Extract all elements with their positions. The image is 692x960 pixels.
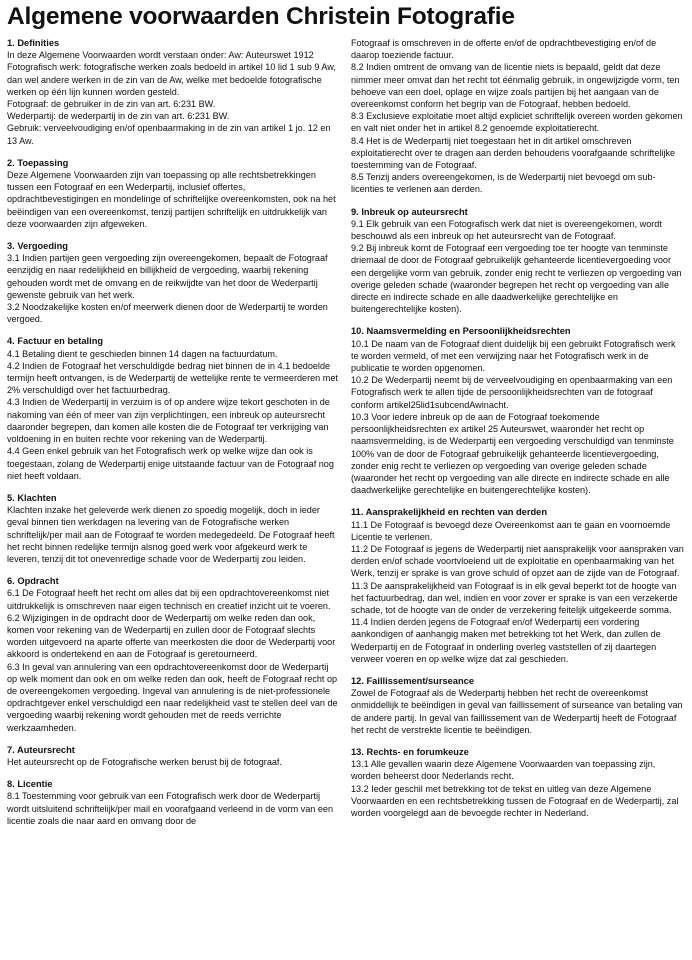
section-paragraph: 10.2 De Wederpartij neemt bij de verveelvoudiging en openbaarmaking van een Fotografisch werk te allen tijde de persoonlijkheidsrechten van de fotograaf conform artikel25lid1subcendAwinacht. (351, 375, 673, 410)
section-heading: 11. Aansprakelijkheid en rechten van derden (351, 507, 548, 518)
section-paragraph: 6.2 Wijzigingen in de opdracht door de Wederpartij om welke reden dan ook, komen voor rekening van de Wederpartij en zullen door de Fotograaf slechts worden uitgevoerd na aparte offerte van meerkosten die door de Wederpartij voor akkoord is ondertekend en aan de Fotograaf is geretourneerd. (7, 612, 336, 660)
section-paragraph: 8.1 Toestemming voor gebruik van een Fotografisch werk door de Wederpartij wordt uitsluitend schriftelijk/per mail en voorafgaand verleend in de vorm van een licentie zoals die naar aard en omvang door de (7, 791, 334, 826)
section-heading: 12. Faillissement/surseance (351, 675, 474, 686)
section-paragraph: Fotograaf: de gebruiker in de zin van art. 6:231 BW. (7, 99, 216, 110)
section-paragraph: 4.4 Geen enkel gebruik van het Fotografisch werk op welke wijze dan ook is toegestaan, zolang de Wederpartij enige uitstaande factuur van de Fotograaf nog niet heeft voldaan. (7, 446, 334, 481)
section-paragraph: 11.4 Indien derden jegens de Fotograaf en/of Wederpartij een vordering aankondigen of aanhangig maken met betrekking tot het Werk, dan zullen de Wederpartij en de Fotograaf in onderling overleg vaststellen of zij daartegen verweer voeren en op welke wijze dat zal geschieden. (351, 617, 661, 664)
section-heading: 8. Licentie (7, 779, 53, 790)
section-paragraph: 13.1 Alle gevallen waarin deze Algemene Voorwaarden van toepassing zijn, worden beheerst door Nederlands recht. (351, 759, 656, 782)
section-11-aansprakelijkheid-en-rechten-van-derden (351, 506, 684, 665)
section-continued (351, 37, 684, 196)
section-paragraph: Wederpartij: de wederpartij in de zin van art. 6:231 BW. (7, 111, 230, 122)
section-paragraph: 8.3 Exclusieve exploitatie moet altijd expliciet schriftelijk overeen worden gekomen en valt niet onder het in artikel 8.2 genoemde exploitatierecht. (351, 111, 683, 134)
page-title: Algemene voorwaarden Christein Fotografie (7, 3, 515, 30)
section-paragraph: 3.2 Noodzakelijke kosten en/of meerwerk dienen door de Wederpartij te worden vergoed. (7, 302, 328, 325)
section-paragraph: 4.2 Indien de Fotograaf het verschuldigde bedrag niet binnen de in 4.1 bedoelde (7, 360, 331, 371)
section-2-toepassing (7, 157, 338, 230)
section-heading: 4. Factuur en betaling (7, 336, 104, 347)
section-9-inbreuk-op-auteursrecht (351, 206, 684, 316)
section-paragraph: In deze Algemene Voorwaarden wordt verstaan onder: Aw: Auteurswet 1912 Fotografisch werk: fotografische werken zoals bedoeld in artikel 10 lid 1 sub 9 Aw, dan wel andere werken in de zin van de Aw, welke met bedoelde fotografische werken op één lijn kunnen worden gesteld. (7, 50, 336, 97)
section-paragraph: 3.1 Indien partijen geen vergoeding zijn overeengekomen, bepaalt de Fotograaf eenzijdig en naar redelijkheid en billijkheid de vergoeding, waarbij rekening gehouden wordt met de omvang en de reikwijdte van het door de Wederpartij gewenste gebruik van het werk. (7, 253, 328, 300)
section-12-faillissement-surseance (351, 675, 684, 736)
section-8-licentie (7, 778, 338, 827)
section-paragraph: 6.3 In geval van annulering van een opdrachtovereenkomst door de Wederpartij op welk moment dan ook en om welke reden dan ook, heeft de Fotograaf recht op de overeengekomen vergoeding. Ingeval van annulering is de niet-professionele opdrachtgever enkel verschuldigd een naar redelijkheid vast te stellen deel van de vergoeding waarbij rekening wordt gehouden met de reeds verrichte werkzaamheden. (7, 661, 338, 733)
section-3-vergoeding (7, 240, 338, 325)
section-paragraph: Zowel de Fotograaf als de Wederpartij hebben het recht de overeenkomst onmiddellijk te beëindigen in geval van faillissement of surseance van betaling van de andere partij. In geval van faillissement van de Wederpartij heeft de Fotograaf het recht de verstrekte licentie te beëindigen. (351, 688, 683, 735)
section-5-klachten (7, 492, 338, 565)
section-paragraph: 9.2 Bij inbreuk komt de Fotograaf een vergoeding toe ter hoogte van tenminste driemaal de door de Fotograaf gebruikelijk gehanteerde licentievergoeding voor een dergelijke vorm van gebruik, zonder enig recht te verliezen op vergoeding van overige geleden schade (waaronder begrepen het recht op vergoeding van alle directe en indirecte schade en alle daadwerkelijke gerechtelijke en buitengerechtelijke kosten). (351, 243, 682, 315)
section-paragraph: 8.2 Indien omtrent de omvang van de licentie niets is bepaald, geldt dat deze nimmer meer omvat dan het recht tot éénmalig gebruik, in ongewijzigde vorm, ten (351, 62, 680, 85)
section-paragraph: Klachten inzake het geleverde werk dienen zo spoedig mogelijk, doch in ieder geval binnen tien werkdagen na levering van de Fotografische werken schriftelijk/per mail aan de Fotograaf te worden medegedeeld. De Fotograaf heeft het recht binnen redelijke termijn alsnog goed werk voor afgekeurd werk te leveren, tenzij dit tot onevenredige schade voor de Wederpartij zou leiden. (7, 505, 335, 564)
section-paragraph: Het auteursrecht op de Fotografische werken berust bij de fotograaf. (7, 756, 282, 767)
section-paragraph: 10.3 Voor iedere inbreuk op de aan de Fotograaf toekomende persoonlijkheidsrechten ex artikel 25 Auteurswet, waaronder het recht op naamsvermelding, is de Wederpartij een vergoeding verschuldigd van tenminste 100% van de door de Fotograaf gebruikelijk gehanteerde licentievergoeding, zonder enig recht te verliezen op vergoeding van overige geleden schade (waaronder het recht op vergoeding van alle directe en indirecte schade en alle daadwerkelijke gerechtelijke en buitengerechtelijke kosten). (351, 411, 674, 496)
section-paragraph: 11.1 De Fotograaf is bevoegd deze Overeenkomst aan te gaan en voornoemde Licentie te verlenen. (351, 519, 671, 542)
section-heading: 13. Rechts- en forumkeuze (351, 746, 469, 757)
section-heading: 2. Toepassing (7, 157, 69, 168)
section-paragraph: behoeve van een doel, oplage en wijze zoals partijen bij het aangaan van de overeenkomst conform het begrip van de Fotograaf, hebben bedoeld. (351, 86, 659, 110)
section-paragraph: 10.1 De naam van de Fotograaf dient duidelijk bij een gebruikt Fotografisch werk te worden vermeld, of met een verwijzing naar het Fotografisch werk in de publicatie te worden opgenomen. (351, 338, 676, 374)
section-paragraph: 9.1 Elk gebruik van een Fotografisch werk dat niet is overeengekomen, wordt beschouwd als een inbreuk op het auteursrecht van de Fotograaf. (351, 218, 662, 242)
section-paragraph: 8.4 Het is de Wederpartij niet toegestaan het in dit artikel omschreven exploitatierecht over te dragen aan derden behoudens voorafgaande schriftelijke toestemming van de Fotograaf. (351, 135, 676, 171)
section-paragraph: Deze Algemene Voorwaarden zijn van toepassing op alle rechtsbetrekkingen tussen een Fotograaf en een Wederpartij, inclusief offertes, opdrachtbevestigingen en mondelinge of schriftelijke overeenkomsten, ook na het beëindigen van een overeenkomst, tenzij partijen schriftelijk en uitdrukkelijk van deze voorwaarden zijn afgeweken. (7, 170, 336, 229)
section-paragraph: 4.3 Indien de Wederpartij in verzuim is of op andere wijze tekort geschoten in de nakoming van één of meer van zijn verplichtingen, een inbreuk op auteursrecht daaronder begrepen, dan komen alle kosten die de Fotograaf ter verkrijging van voldoening in en buiten rechte voor rekening van de Wederpartij. (7, 397, 330, 445)
section-paragraph: 8.5 Tenzij anders overeengekomen, is de Wederpartij niet bevoegd om sub-licenties te verlenen aan derden. (351, 172, 656, 195)
section-heading: 1. Definities (7, 38, 60, 48)
section-7-auteursrecht (7, 744, 338, 768)
section-6-opdracht (7, 575, 338, 734)
section-paragraph: 11.3 De aansprakelijkheid van Fotograaf is in elk geval beperkt tot de hoogte van het factuurbedrag, dan wel, indien en voor zover er sprake is van een verzekerde schade, tot de hoogte van de onder de verzekering feitelijk uitgekeerde somma. (351, 580, 678, 615)
section-heading: 6. Opdracht (7, 576, 59, 587)
section-heading: 3. Vergoeding (7, 241, 68, 252)
section-1-definities (7, 37, 338, 147)
section-paragraph: Fotograaf is omschreven in de offerte en/of de opdrachtbevestiging en/of de daarop toeziende factuur. (351, 38, 657, 61)
right-column (351, 37, 684, 829)
left-column (7, 37, 338, 837)
section-heading: 5. Klachten (7, 492, 57, 503)
section-10-naamsvermelding-en-persoonlijkheidsrechten (351, 325, 684, 496)
section-paragraph: 11.2 De Fotograaf is jegens de Wederpartij niet aansprakelijk voor aanspraken van derden en/of schade voortvloeiend uit de exploitatie en openbaarmaking van het Werk, tenzij er sprake is van grove schuld of opzet aan de zijde van de Fotograaf. (351, 543, 684, 579)
section-heading: 10. Naamsvermelding en Persoonlijkheidsrechten (351, 326, 571, 337)
section-4-factuur-en-betaling (7, 335, 338, 481)
section-paragraph: 13.2 Ieder geschil met betrekking tot de tekst en uitleg van deze Algemene Voorwaarden en een rechtsbetrekking tussen de Fotograaf en de Wederpartij, zal worden voorgelegd aan de bevoegde rechter in Nederland. (351, 783, 679, 818)
section-heading: 9. Inbreuk op auteursrecht (351, 206, 468, 217)
section-paragraph: 4.1 Betaling dient te geschieden binnen 14 dagen na factuurdatum. (7, 348, 278, 359)
section-paragraph: Gebruik: verveelvoudiging en/of openbaarmaking in de zin van artikel 1 jo. 12 en 13 Aw. (7, 123, 331, 146)
section-13-rechts-en-forumkeuze (351, 746, 684, 819)
section-heading: 7. Auteursrecht (7, 744, 75, 755)
section-paragraph: termijn heeft ontvangen, is de Wederpartij de wettelijke rente te vermeerderen met 2% verschuldigd over het factuurbedrag. (7, 373, 338, 396)
section-paragraph: 6.1 De Fotograaf heeft het recht om alles dat bij een opdrachtovereenkomst niet uitdrukkelijk is omschreven naar eigen technisch en creatief inzicht uit te voeren. (7, 588, 331, 611)
